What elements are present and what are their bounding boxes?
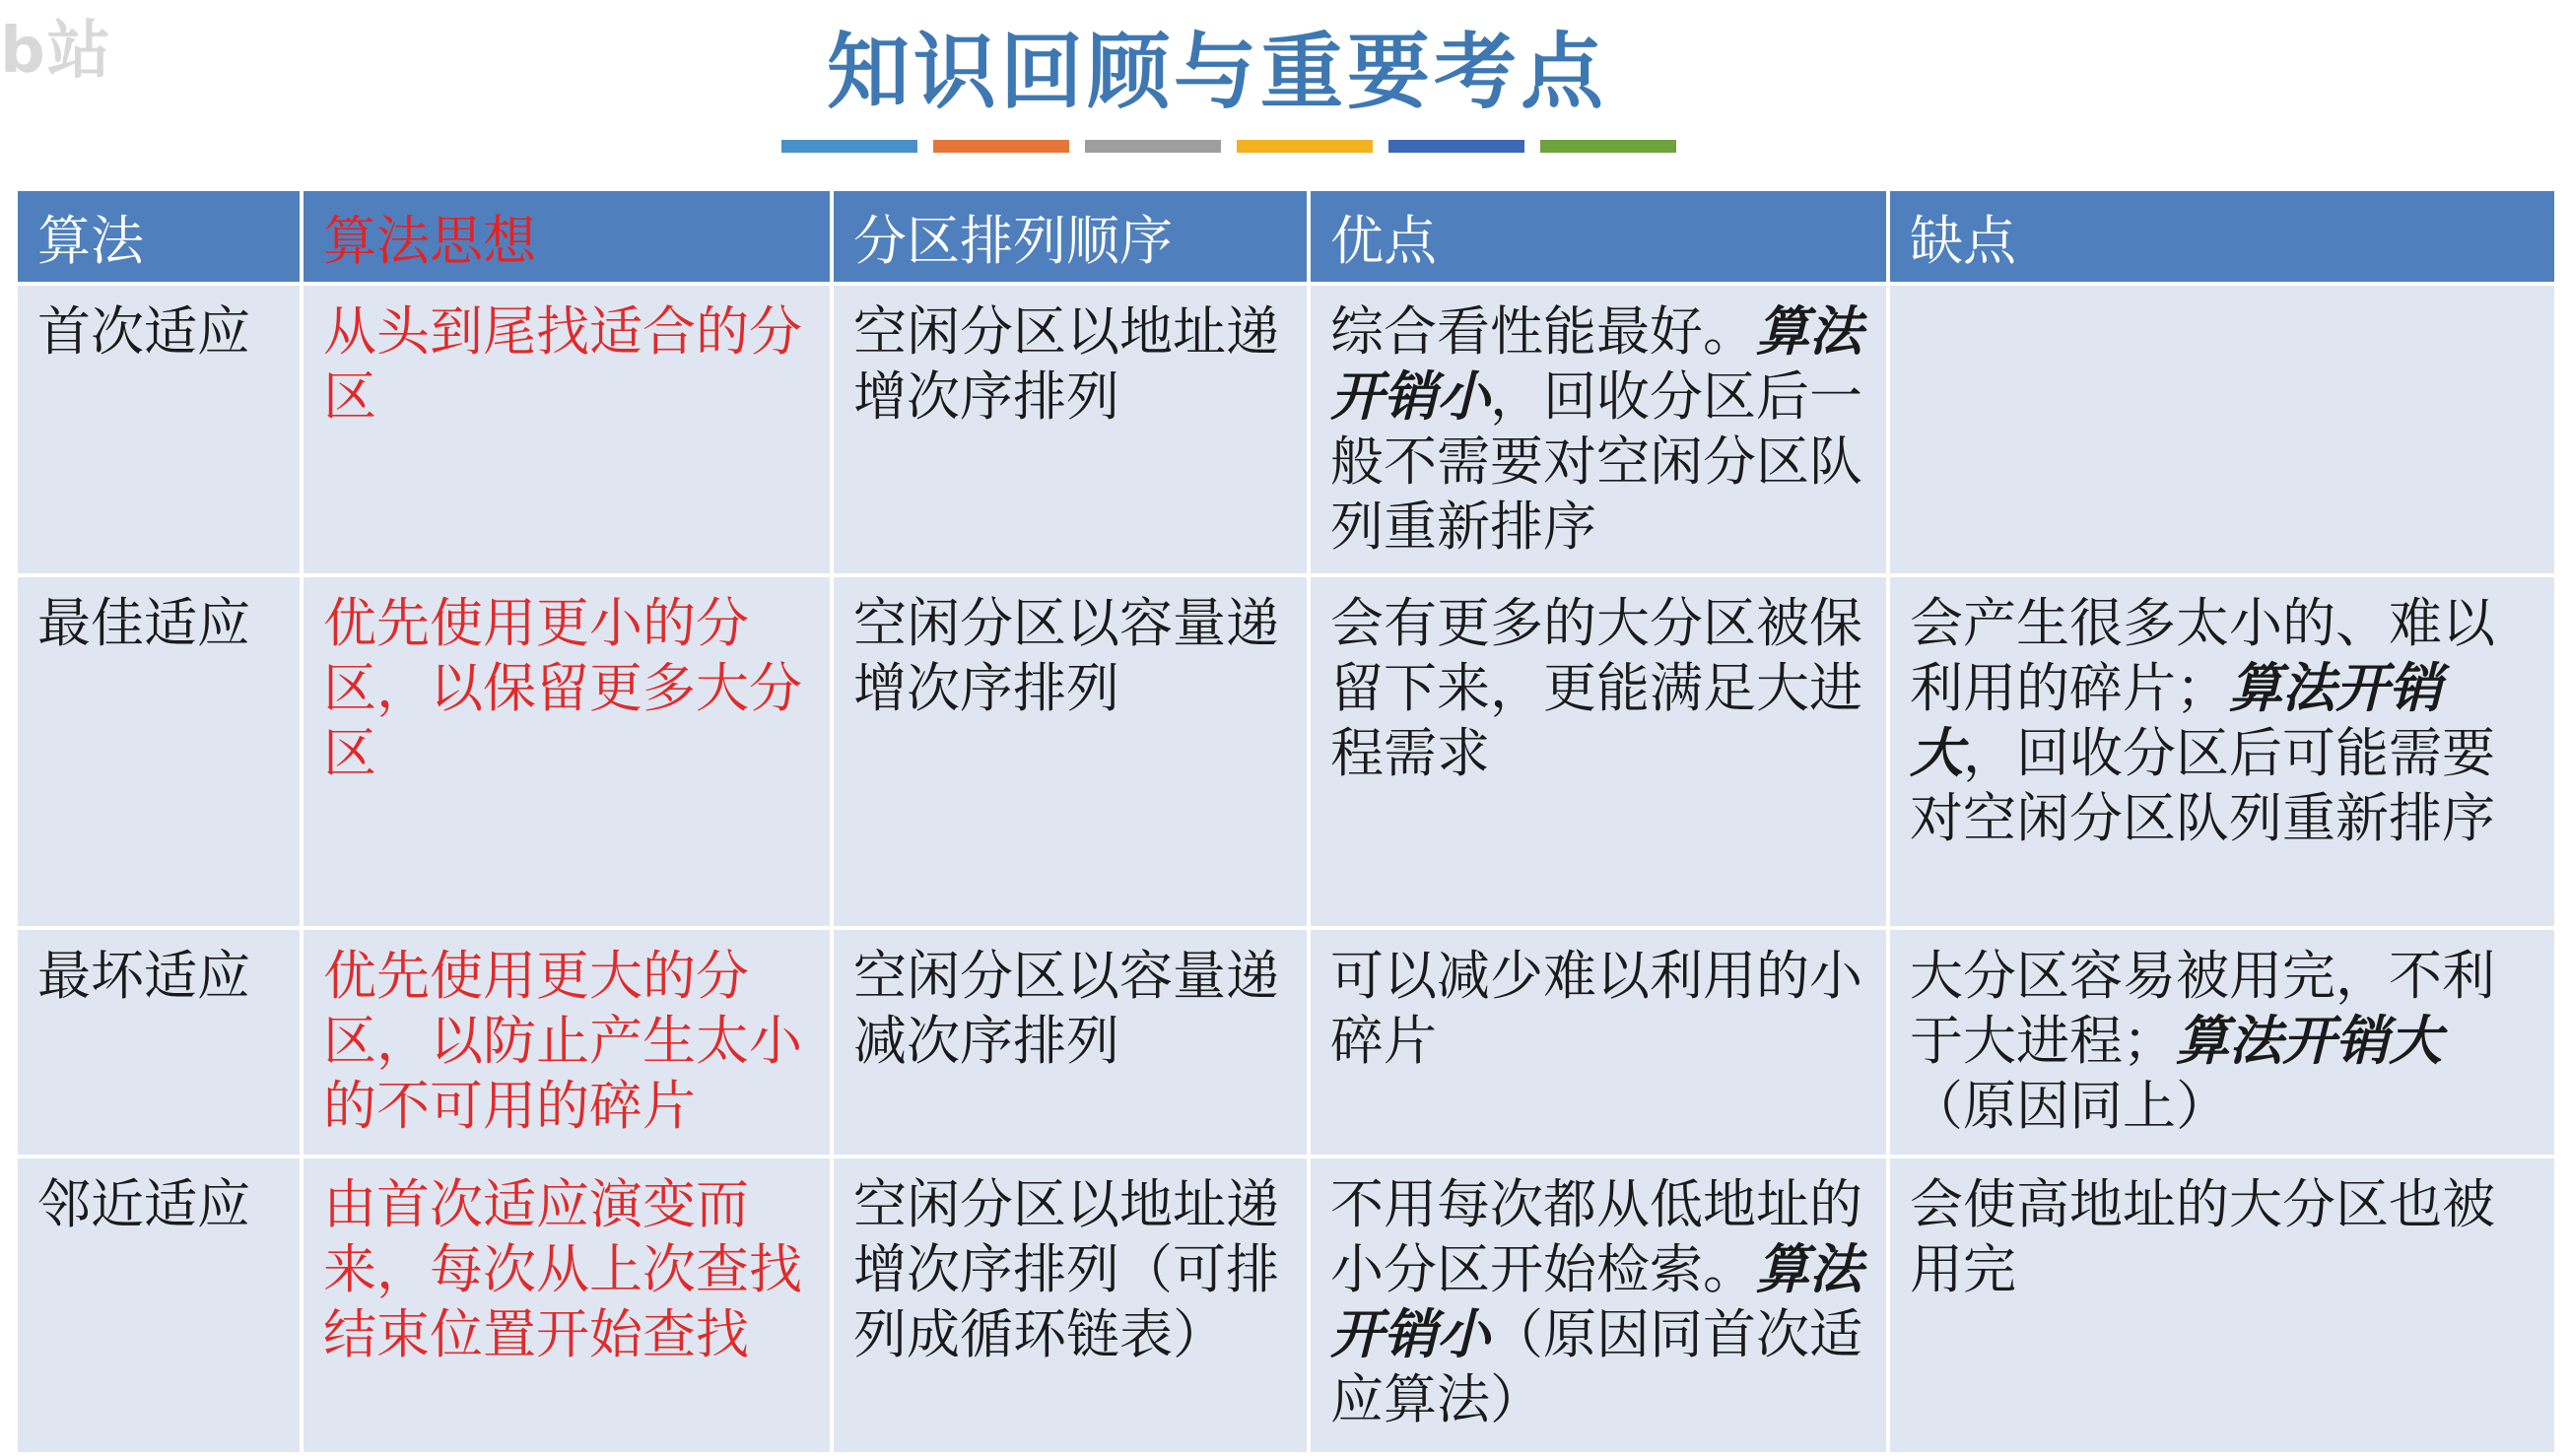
color-bar-4: [1237, 140, 1373, 153]
table-row: [16, 575, 2556, 928]
pros-emphasis: 算法开销小: [1330, 300, 1862, 428]
cons-text-after: ，回收分区后可能需要对空闲分区队列重新排序: [1910, 722, 2495, 849]
cell-idea: 从头到尾找适合的分区: [302, 284, 832, 575]
pros-text: 不用每次都从低地址的小分区开始检索。: [1330, 1173, 1862, 1300]
cell-cons: [1888, 284, 2556, 575]
header-pros: 优点: [1309, 189, 1888, 284]
cell-order: 空闲分区以地址递增次序排列（可排列成循环链表）: [832, 1157, 1309, 1454]
header-idea: 算法思想: [302, 189, 832, 284]
pros-text: 综合看性能最好。: [1330, 300, 1756, 363]
table-row: [16, 928, 2556, 1157]
cell-order: 空闲分区以容量递减次序排列: [832, 928, 1309, 1157]
cell-order: 空闲分区以容量递增次序排列: [832, 575, 1309, 928]
cell-algorithm: 邻近适应: [16, 1157, 302, 1454]
pros-text: 可以减少难以利用的小碎片: [1330, 945, 1862, 1072]
header-algorithm: 算法: [16, 189, 302, 284]
cons-text: 会使高地址的大分区也被用完: [1910, 1173, 2495, 1300]
header-cons: 缺点: [1888, 189, 2556, 284]
color-bar-5: [1388, 140, 1524, 153]
page-title: 知识回顾与重要考点: [826, 23, 1607, 120]
cell-algorithm: 最坏适应: [16, 928, 302, 1157]
color-bar-2: [933, 140, 1069, 153]
cell-algorithm: 首次适应: [16, 284, 302, 575]
pros-emphasis: 算法开销小: [1330, 1238, 1862, 1365]
table-row: [16, 1157, 2556, 1454]
cell-pros: [1309, 1157, 1888, 1454]
color-bar-3: [1085, 140, 1221, 153]
cell-pros: [1309, 284, 1888, 575]
table-header-row: [16, 189, 2556, 284]
cons-text-after: （原因同上）: [1910, 1075, 2229, 1137]
cell-pros: [1309, 575, 1888, 928]
cons-emphasis: 算法开销大: [1910, 657, 2442, 784]
cell-cons: [1888, 575, 2556, 928]
cell-idea: 优先使用更小的分区，以保留更多大分区: [302, 575, 832, 928]
cons-emphasis: 算法开销大: [2176, 1010, 2442, 1072]
table-row: [16, 284, 2556, 575]
decorative-color-bars: [781, 140, 1676, 153]
header-order: 分区排列顺序: [832, 189, 1309, 284]
cell-cons: [1888, 928, 2556, 1157]
cons-text: 大分区容易被用完，不利于大进程；: [1910, 945, 2495, 1072]
cell-order: 空闲分区以地址递增次序排列: [832, 284, 1309, 575]
cons-text: 会产生很多太小的、难以利用的碎片；: [1910, 592, 2495, 719]
pros-text-after: （原因同首次适应算法）: [1330, 1303, 1862, 1430]
cell-pros: [1309, 928, 1888, 1157]
watermark-logo: b站: [0, 15, 112, 88]
color-bar-1: [781, 140, 917, 153]
algorithm-comparison-table: [14, 187, 2558, 1456]
cell-idea: 优先使用更大的分区，以防止产生太小的不可用的碎片: [302, 928, 832, 1157]
cell-idea: 由首次适应演变而来，每次从上次查找结束位置开始查找: [302, 1157, 832, 1454]
cell-algorithm: 最佳适应: [16, 575, 302, 928]
pros-text: 会有更多的大分区被保留下来，更能满足大进程需求: [1330, 592, 1862, 784]
color-bar-6: [1540, 140, 1676, 153]
pros-text-after: ，回收分区后一般不需要对空闲分区队列重新排序: [1330, 365, 1862, 558]
cell-cons: [1888, 1157, 2556, 1454]
